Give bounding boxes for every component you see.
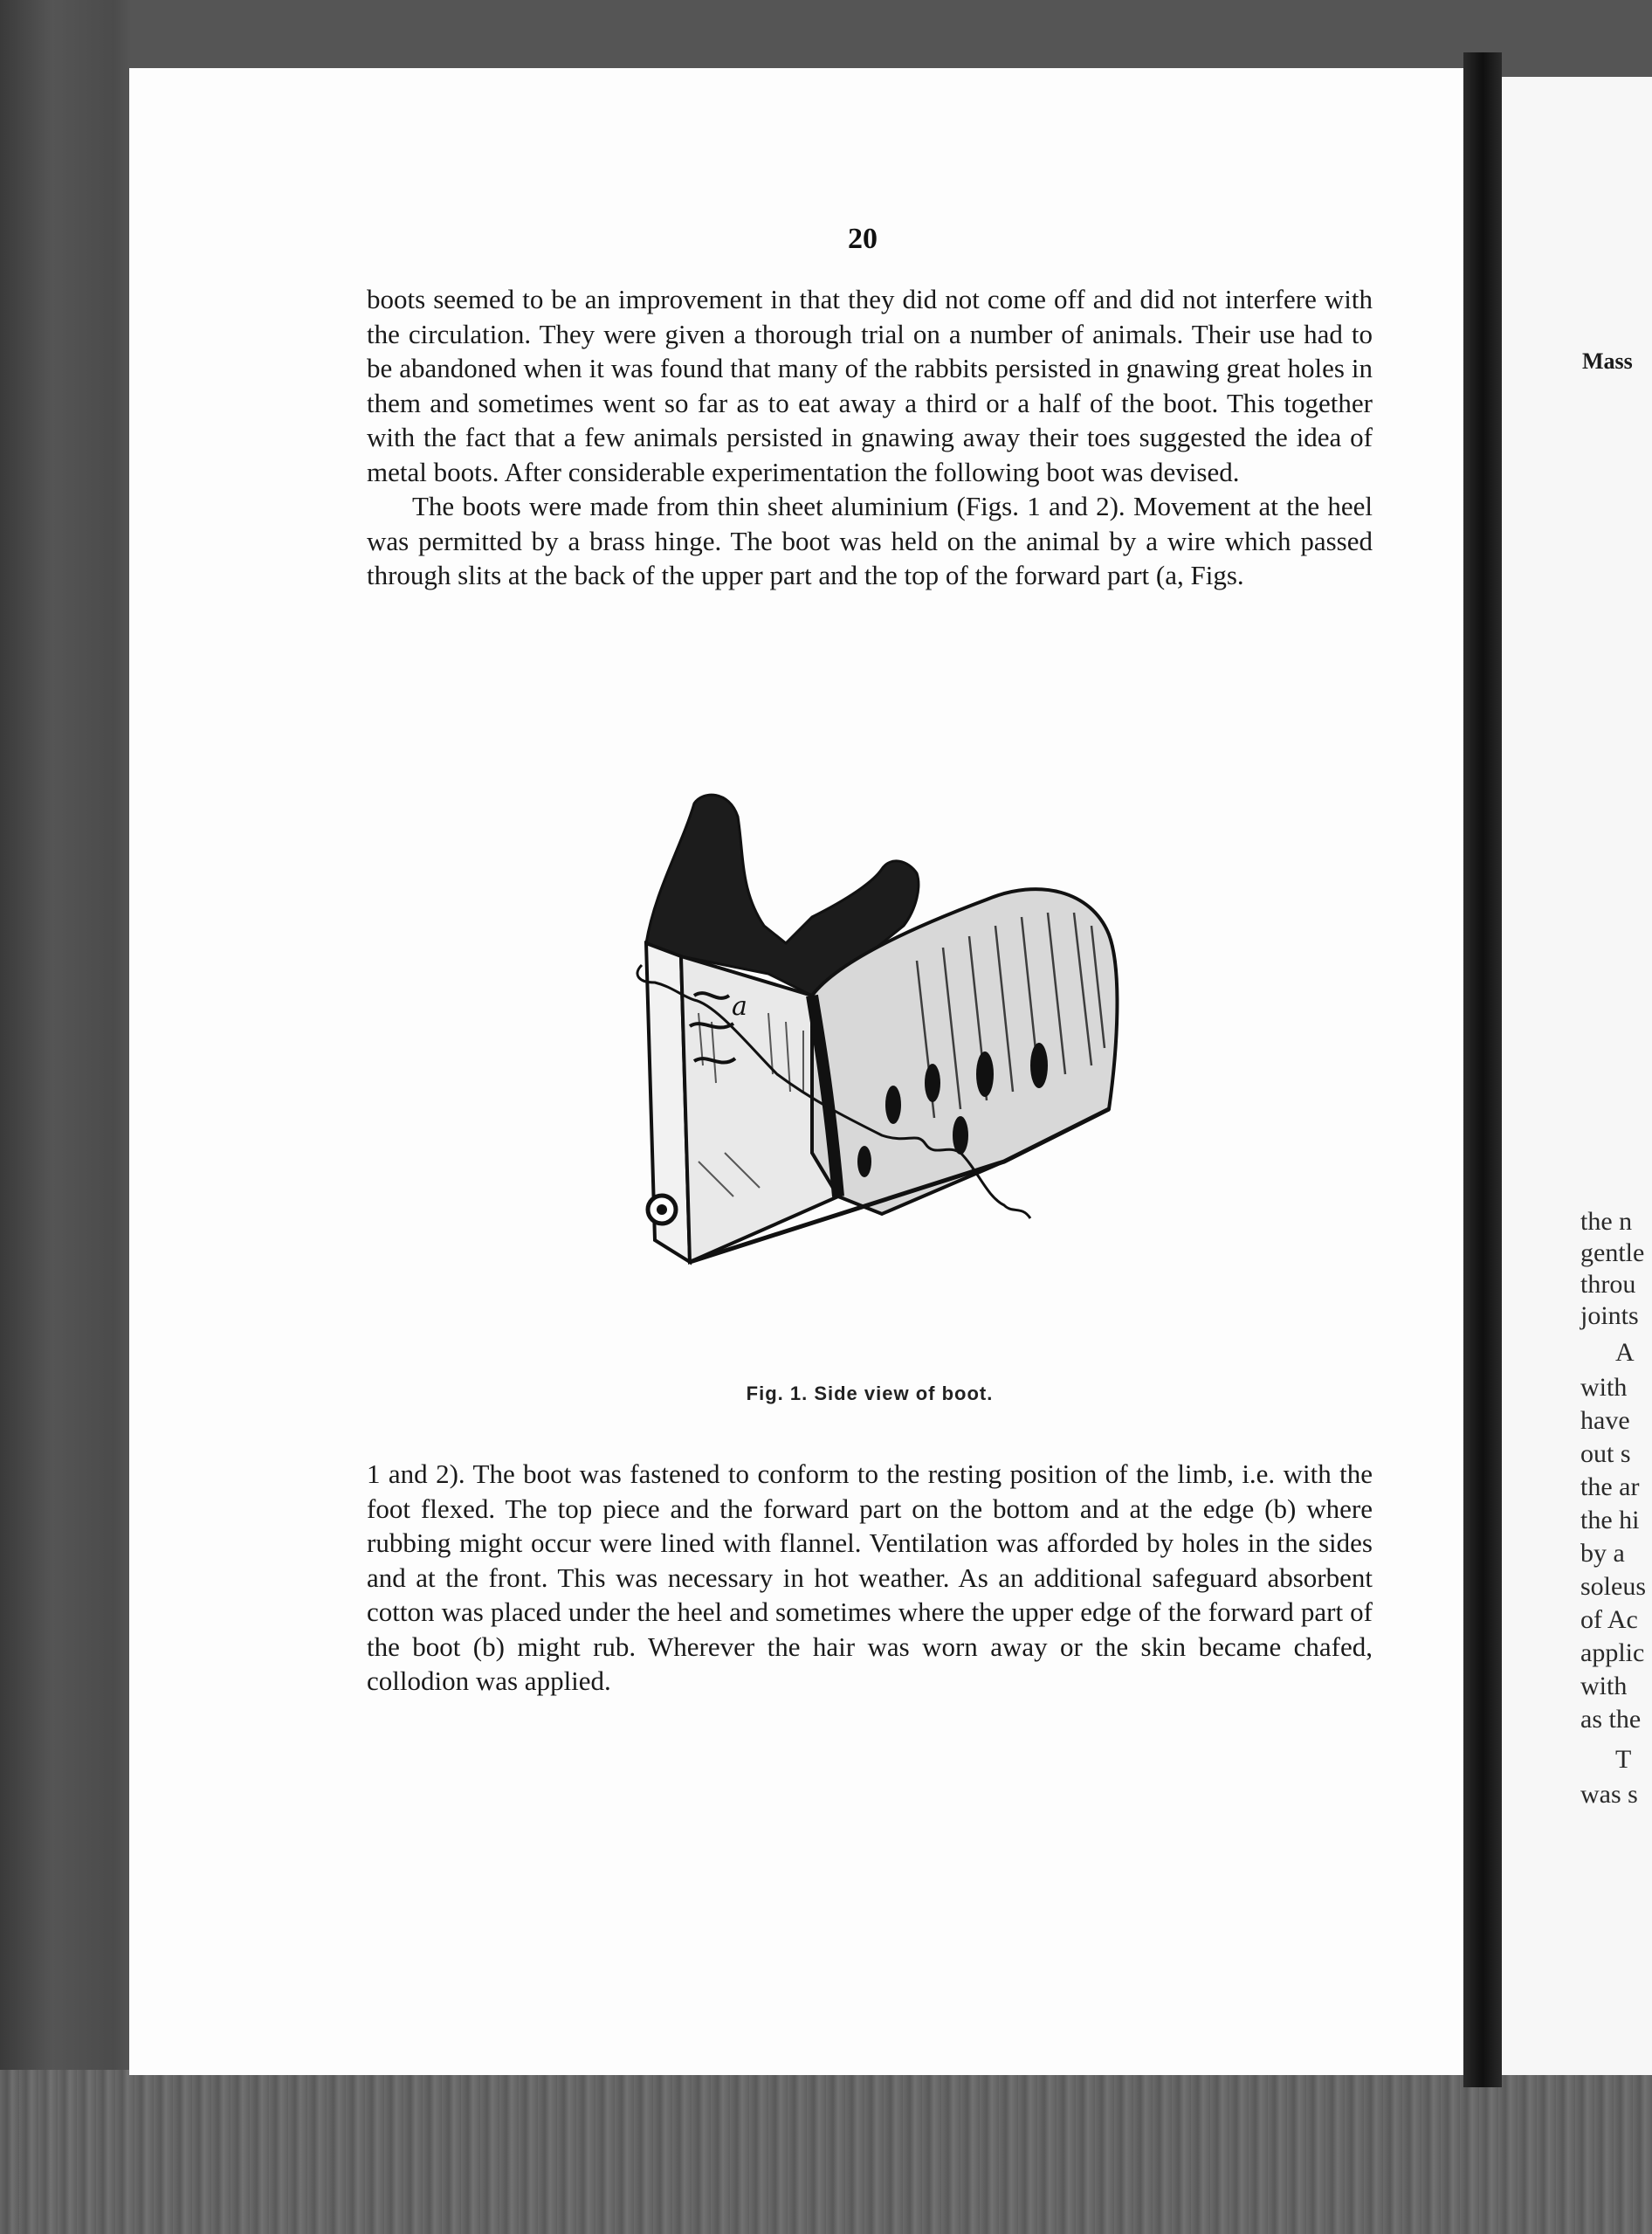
right-page-line: by a	[1580, 1539, 1625, 1568]
figure-caption: Fig. 1. Side view of boot.	[746, 1382, 994, 1404]
ventilation-hole	[976, 1051, 994, 1097]
page-number: 20	[848, 223, 878, 255]
paragraph-1	[367, 282, 1373, 593]
ventilation-hole	[925, 1064, 940, 1102]
right-page-line: joints	[1580, 1301, 1639, 1330]
boot-figure	[550, 786, 1144, 1319]
right-page-line: the ar	[1580, 1472, 1640, 1501]
paragraph-3: 1 and 2). The boot was fastened to conform to the resting position of the limb, i.e. with the foot flexed. The top piece and the forward part on the bottom and at the edge (b) where rubbing might occur were lined with flannel. Ventilation was afforded by holes in the sides and at the front. This was necessary in hot weather. As an additional safeguard absorbent cotton was placed under the heel and sometimes where the upper edge of the forward part of the boot (b) might rub. Wherever the hair was worn away or the skin became chafed, collodion was applied.	[367, 1458, 1373, 1696]
paragraph-1-text: boots seemed to be an improvement in that they did not come off and did not interfere with the circulation. They were given a thorough trial on a number of animals. Their use had to be abandoned when it was found that many of the rabbits persisted in gnawing great holes in them and sometimes went so far as to eat away a third or a half of the boot. This together with the fact that a few animals persisted in gnawing away their toes suggested the idea of metal boots. After considerable experimentation the following boot was devised.	[367, 284, 1373, 487]
microfilm-edge-strip	[0, 2070, 1652, 2234]
ventilation-hole	[953, 1116, 968, 1155]
right-page-line: soleus	[1580, 1572, 1646, 1601]
ventilation-hole	[857, 1146, 871, 1177]
hinge-pin	[657, 1204, 667, 1215]
book-gutter	[1463, 52, 1502, 2087]
right-page-line: T	[1615, 1745, 1632, 1774]
ventilation-hole	[885, 1086, 901, 1124]
right-page-line: with	[1580, 1672, 1628, 1700]
right-page-heading-fragment: Mass	[1582, 348, 1633, 374]
right-page-line: as the	[1580, 1705, 1642, 1734]
paragraph-2-text: The boots were made from thin sheet aluminium (Figs. 1 and 2). Movement at the heel was permitted by a brass hinge. The boot was held on the animal by a wire which passed through slits at the back of the upper part and the top of the forward part (a, Figs.	[367, 491, 1373, 590]
right-page-line: the n	[1580, 1207, 1633, 1236]
right-page-line: gentle	[1580, 1238, 1645, 1267]
right-page-line: of Ac	[1580, 1605, 1638, 1634]
right-page-line: have	[1580, 1406, 1630, 1435]
right-page-line: throu	[1580, 1270, 1636, 1299]
right-page-line: out s	[1580, 1439, 1631, 1468]
right-page-line: was s	[1580, 1780, 1638, 1809]
right-page-line: applic	[1580, 1638, 1645, 1667]
right-page-line: with	[1580, 1373, 1628, 1402]
right-page-line: the hi	[1580, 1506, 1640, 1534]
ventilation-hole	[1030, 1043, 1048, 1088]
figure-label-a: a	[732, 991, 747, 1022]
right-page-line: A	[1615, 1338, 1635, 1367]
